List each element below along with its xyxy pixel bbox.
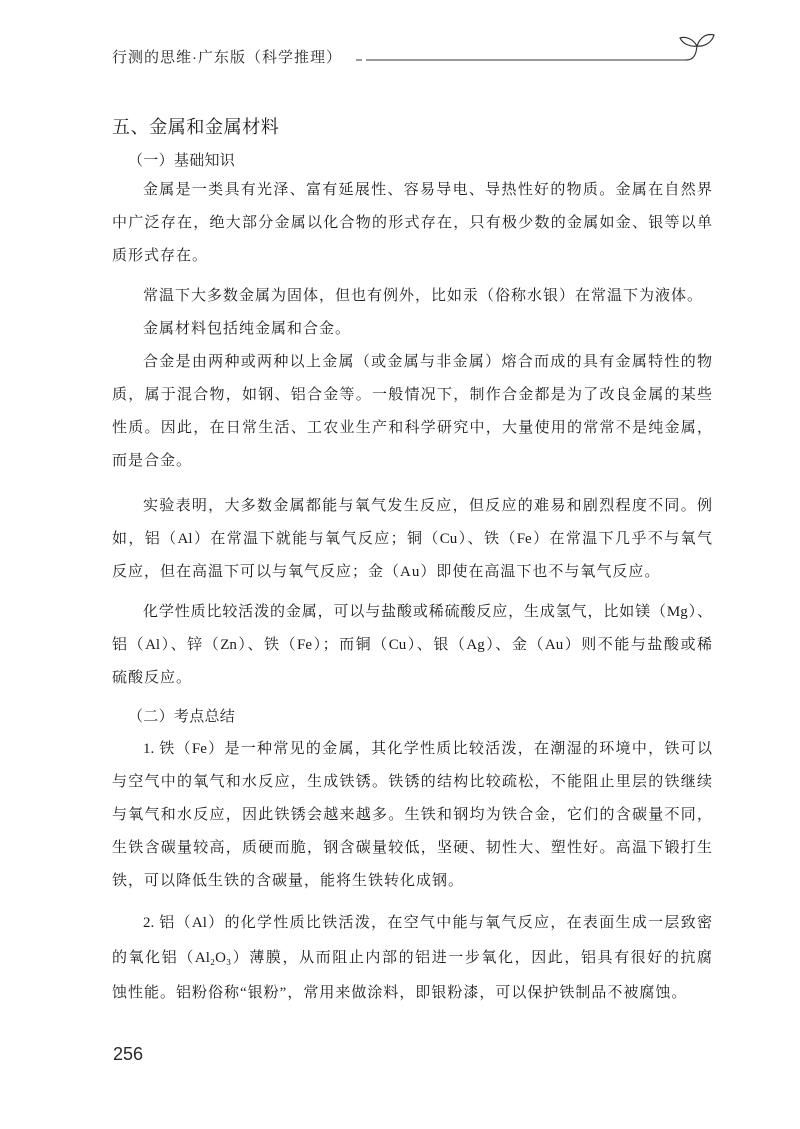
paragraph-line: 硫酸反应。 — [112, 670, 193, 686]
paragraph-line: 金属是一类具有光泽、富有延展性、容易导电、导热性好的物质。金属在自然界 — [143, 182, 712, 198]
paragraph — [112, 596, 712, 695]
paragraph-line: 常温下大多数金属为固体，但也有例外，比如汞（俗称水银）在常温下为液体。 — [143, 288, 704, 304]
paragraph-line: 2. 铝（Al）的化学性质比铁活泼，在空气中能与氧气反应，在表面生成一层致密 — [143, 915, 712, 931]
subsection-title-basics: （一）基础知识 — [128, 152, 236, 169]
paragraph-line: 如，铝（Al）在常温下就能与氧气反应；铜（Cu）、铁（Fe）在常温下几乎不与氧气 — [112, 531, 712, 547]
paragraph — [112, 906, 712, 1011]
paragraph-line: 与空气中的氧气和水反应，生成铁锈。铁锈的结构比较疏松，不能阻止里层的铁继续 — [112, 774, 712, 790]
paragraph-line: 铁，可以降低生铁的含碳量，能将生铁转化成钢。 — [112, 873, 465, 889]
paragraph-line: 而是合金。 — [112, 453, 193, 469]
section-title: 五、金属和金属材料 — [112, 117, 280, 137]
paragraph-line: 1. 铁（Fe）是一种常见的金属，其化学性质比较活泼，在潮湿的环境中，铁可以 — [143, 741, 712, 757]
subsection-title-key-points: （二）考点总结 — [128, 708, 236, 725]
paragraph-line: 蚀性能。铝粉俗称“银粉”，常用来做涂料，即银粉漆，可以保护铁制品不被腐蚀。 — [112, 985, 688, 1001]
paragraph-line: 化学性质比较活泼的金属，可以与盐酸或稀硫酸反应，生成氢气，比如镁（Mg）、 — [143, 604, 712, 620]
sprout-icon — [680, 34, 714, 60]
paragraph-line: 中广泛存在，绝大部分金属以化合物的形式存在，只有极少数的金属如金、银等以单 — [112, 215, 712, 231]
paragraph-line: 合金是由两种或两种以上金属（或金属与非金属）熔合而成的具有金属特性的物 — [143, 354, 712, 370]
paragraph — [112, 313, 712, 346]
paragraph-line: 与氧气和水反应，因此铁锈会越来越多。生铁和钢均为铁合金，它们的含碳量不同， — [112, 807, 712, 823]
paragraph — [112, 174, 712, 273]
running-header-title: 行测的思维·广东版（科学推理） — [112, 49, 342, 66]
paragraph-line: 铝（Al）、锌（Zn）、铁（Fe）；而铜（Cu）、银（Ag）、金（Au）则不能与盐酸或稀 — [112, 637, 712, 653]
paragraph-line: 质，属于混合物，如钢、铝合金等。一般情况下，制作合金都是为了改良金属的某些 — [112, 387, 712, 403]
paragraph-line: 反应，但在高温下可以与氧气反应；金（Au）即使在高温下也不与氧气反应。 — [112, 564, 661, 580]
paragraph — [112, 346, 712, 478]
paragraph-line: 性质。因此，在日常生活、工农业生产和科学研究中，大量使用的常常不是纯金属， — [112, 420, 712, 436]
paragraph-line: 实验表明，大多数金属都能与氧气发生反应，但反应的难易和剧烈程度不同。例 — [143, 498, 712, 514]
paragraph-line: 质形式存在。 — [112, 248, 209, 264]
paragraph-line: 的氧化铝（Al₂O₃）薄膜，从而阻止内部的铝进一步氧化，因此，铝具有很好的抗腐 — [112, 950, 712, 966]
paragraph — [112, 733, 712, 898]
paragraph-line: 生铁含碳量较高，质硬而脆，钢含碳量较低，坚硬、韧性大、塑性好。高温下锻打生 — [112, 840, 712, 856]
paragraph-line: 金属材料包括纯金属和合金。 — [143, 321, 352, 337]
page-number: 256 — [113, 1044, 144, 1064]
header-rule-ornament — [356, 30, 718, 66]
paragraph — [112, 490, 712, 589]
paragraph — [112, 280, 712, 313]
